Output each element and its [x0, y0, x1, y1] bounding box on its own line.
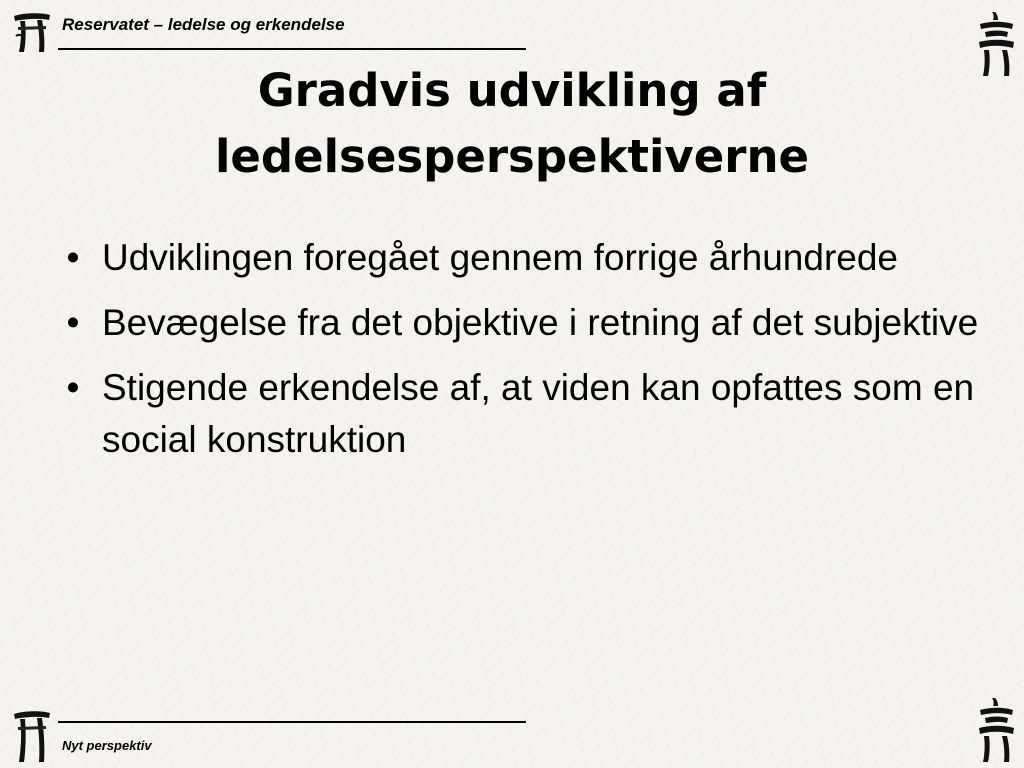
header-divider [58, 48, 526, 50]
bullet-item [58, 362, 988, 466]
torii-logo-icon [12, 708, 52, 764]
bullet-text: Bevægelse fra det objektive i retning af det subjektive [102, 302, 979, 343]
bullet-list [58, 232, 988, 479]
bullet-icon: • [66, 302, 80, 343]
slide-title-line-2: ledelsesperspektiverne [214, 130, 810, 183]
footer-divider [58, 721, 526, 723]
bullet-icon: • [66, 237, 80, 278]
header-title: Reservatet – ledelse og erkendelse [62, 15, 345, 34]
bullet-item [58, 297, 988, 349]
slide-title-line-1: Gradvis udvikling af [257, 64, 767, 117]
bullet-text: Udviklingen foregået gennem forrige århundrede [102, 237, 899, 278]
bullet-icon: • [66, 367, 80, 408]
slide-title [0, 58, 1024, 190]
bullet-item [58, 232, 988, 284]
footer-title: Nyt perspektiv [62, 738, 152, 753]
bullet-text: Stigende erkendelse af, at viden kan opfattes som en social konstruktion [102, 367, 975, 460]
stacked-logo-icon [976, 696, 1016, 764]
torii-logo-icon [12, 10, 52, 54]
